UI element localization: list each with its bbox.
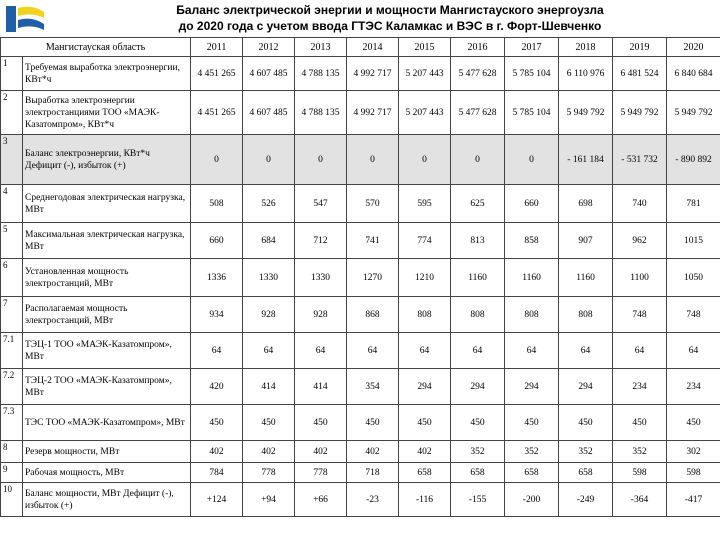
cell-value: 1100 bbox=[613, 259, 667, 297]
cell-value: 4 451 265 bbox=[191, 91, 243, 135]
row-label: Располагаемая мощность электростанций, МВт bbox=[23, 297, 191, 333]
cell-value: 64 bbox=[399, 333, 451, 369]
cell-value: 808 bbox=[451, 297, 505, 333]
cell-value: 4 788 135 bbox=[295, 57, 347, 91]
cell-value: 741 bbox=[347, 223, 399, 259]
table-row bbox=[1, 483, 720, 517]
cell-value: 4 451 265 bbox=[191, 57, 243, 91]
row-label: Баланс мощности, МВт Дефицит (-), избыток (+) bbox=[23, 483, 191, 517]
cell-value: 4 992 717 bbox=[347, 57, 399, 91]
cell-value: 0 bbox=[295, 135, 347, 185]
cell-value: 808 bbox=[399, 297, 451, 333]
cell-value: 4 607 485 bbox=[243, 57, 295, 91]
cell-value: 934 bbox=[191, 297, 243, 333]
cell-value: 64 bbox=[295, 333, 347, 369]
page-title bbox=[110, 2, 670, 34]
cell-value: 450 bbox=[295, 405, 347, 441]
header-year: 2016 bbox=[451, 38, 505, 57]
cell-value: 712 bbox=[295, 223, 347, 259]
cell-value: 1330 bbox=[243, 259, 295, 297]
cell-value: 1330 bbox=[295, 259, 347, 297]
row-index: 7.1 bbox=[1, 333, 23, 369]
row-index: 1 bbox=[1, 57, 23, 91]
row-index: 2 bbox=[1, 91, 23, 135]
cell-value: 402 bbox=[191, 441, 243, 463]
cell-value: 928 bbox=[295, 297, 347, 333]
cell-value: -200 bbox=[505, 483, 559, 517]
row-label: Баланс электроэнергии, КВт*ч Дефицит (-), избыток (+) bbox=[23, 135, 191, 185]
cell-value: +66 bbox=[295, 483, 347, 517]
row-label: ТЭЦ-2 ТОО «МАЭК-Казатомпром», МВт bbox=[23, 369, 191, 405]
row-label: Рабочая мощность, МВт bbox=[23, 463, 191, 483]
cell-value: 778 bbox=[295, 463, 347, 483]
cell-value: 1210 bbox=[399, 259, 451, 297]
cell-value: 598 bbox=[613, 463, 667, 483]
cell-value: 234 bbox=[667, 369, 720, 405]
cell-value: 294 bbox=[451, 369, 505, 405]
row-label: Среднегодовая электрическая нагрузка, МВт bbox=[23, 185, 191, 223]
row-index: 3 bbox=[1, 135, 23, 185]
cell-value: 660 bbox=[191, 223, 243, 259]
header-region: Мангистауская область bbox=[1, 38, 191, 57]
cell-value: 352 bbox=[451, 441, 505, 463]
row-index: 10 bbox=[1, 483, 23, 517]
cell-value: 5 785 104 bbox=[505, 91, 559, 135]
row-label: Выработка электроэнергии электростанциями ТОО «МАЭК-Казатомпром», КВт*ч bbox=[23, 91, 191, 135]
cell-value: 64 bbox=[347, 333, 399, 369]
cell-value: 781 bbox=[667, 185, 720, 223]
cell-value: 0 bbox=[399, 135, 451, 185]
table-row bbox=[1, 297, 720, 333]
cell-value: 402 bbox=[243, 441, 295, 463]
cell-value: 684 bbox=[243, 223, 295, 259]
cell-value: 450 bbox=[243, 405, 295, 441]
cell-value: 6 840 684 bbox=[667, 57, 720, 91]
cell-value: 450 bbox=[505, 405, 559, 441]
cell-value: 595 bbox=[399, 185, 451, 223]
cell-value: 718 bbox=[347, 463, 399, 483]
cell-value: 402 bbox=[399, 441, 451, 463]
cell-value: 4 788 135 bbox=[295, 91, 347, 135]
cell-value: 547 bbox=[295, 185, 347, 223]
cell-value: 658 bbox=[559, 463, 613, 483]
cell-value: +94 bbox=[243, 483, 295, 517]
cell-value: 813 bbox=[451, 223, 505, 259]
cell-value: 5 785 104 bbox=[505, 57, 559, 91]
title-line-1: Баланс электрической энергии и мощности Мангистауского энергоузла bbox=[176, 3, 604, 17]
row-index: 7.3 bbox=[1, 405, 23, 441]
header-year: 2015 bbox=[399, 38, 451, 57]
cell-value: +124 bbox=[191, 483, 243, 517]
cell-value: 450 bbox=[399, 405, 451, 441]
cell-value: -23 bbox=[347, 483, 399, 517]
cell-value: 450 bbox=[347, 405, 399, 441]
cell-value: 5 477 628 bbox=[451, 91, 505, 135]
cell-value: 526 bbox=[243, 185, 295, 223]
header-year: 2013 bbox=[295, 38, 347, 57]
cell-value: 450 bbox=[559, 405, 613, 441]
cell-value: 748 bbox=[667, 297, 720, 333]
cell-value: 962 bbox=[613, 223, 667, 259]
cell-value: 450 bbox=[191, 405, 243, 441]
row-label: Требуемая выработка электроэнергии, КВт*ч bbox=[23, 57, 191, 91]
table-row bbox=[1, 57, 720, 91]
cell-value: 4 607 485 bbox=[243, 91, 295, 135]
header-year: 2014 bbox=[347, 38, 399, 57]
cell-value: - 890 892 bbox=[667, 135, 720, 185]
cell-value: 858 bbox=[505, 223, 559, 259]
cell-value: 0 bbox=[243, 135, 295, 185]
cell-value: 294 bbox=[505, 369, 559, 405]
cell-value: 402 bbox=[347, 441, 399, 463]
cell-value: 294 bbox=[399, 369, 451, 405]
cell-value: 352 bbox=[613, 441, 667, 463]
table-row bbox=[1, 405, 720, 441]
cell-value: 660 bbox=[505, 185, 559, 223]
cell-value: 658 bbox=[399, 463, 451, 483]
table-row bbox=[1, 333, 720, 369]
cell-value: 5 949 792 bbox=[667, 91, 720, 135]
cell-value: 625 bbox=[451, 185, 505, 223]
cell-value: 64 bbox=[451, 333, 505, 369]
header-year: 2018 bbox=[559, 38, 613, 57]
kazprom-logo-icon bbox=[2, 2, 48, 36]
cell-value: 414 bbox=[243, 369, 295, 405]
cell-value: -417 bbox=[667, 483, 720, 517]
table-row bbox=[1, 135, 720, 185]
table-header-row bbox=[1, 38, 720, 57]
row-label: Установленная мощность электростанций, МВт bbox=[23, 259, 191, 297]
cell-value: 698 bbox=[559, 185, 613, 223]
cell-value: 907 bbox=[559, 223, 613, 259]
cell-value: 0 bbox=[347, 135, 399, 185]
row-label: ТЭС ТОО «МАЭК-Казатомпром», МВт bbox=[23, 405, 191, 441]
cell-value: 354 bbox=[347, 369, 399, 405]
cell-value: 570 bbox=[347, 185, 399, 223]
cell-value: 64 bbox=[505, 333, 559, 369]
table-row bbox=[1, 441, 720, 463]
cell-value: 5 477 628 bbox=[451, 57, 505, 91]
cell-value: 658 bbox=[451, 463, 505, 483]
table-row bbox=[1, 259, 720, 297]
cell-value: 1160 bbox=[451, 259, 505, 297]
cell-value: 352 bbox=[559, 441, 613, 463]
cell-value: 658 bbox=[505, 463, 559, 483]
cell-value: -155 bbox=[451, 483, 505, 517]
cell-value: 774 bbox=[399, 223, 451, 259]
row-index: 4 bbox=[1, 185, 23, 223]
row-index: 7 bbox=[1, 297, 23, 333]
header-year: 2012 bbox=[243, 38, 295, 57]
cell-value: 450 bbox=[667, 405, 720, 441]
cell-value: 928 bbox=[243, 297, 295, 333]
cell-value: 64 bbox=[667, 333, 720, 369]
header-year: 2017 bbox=[505, 38, 559, 57]
cell-value: 778 bbox=[243, 463, 295, 483]
table-row bbox=[1, 185, 720, 223]
table-row bbox=[1, 91, 720, 135]
table-row bbox=[1, 463, 720, 483]
cell-value: 0 bbox=[505, 135, 559, 185]
cell-value: 748 bbox=[613, 297, 667, 333]
cell-value: 5 207 443 bbox=[399, 57, 451, 91]
cell-value: 6 110 976 bbox=[559, 57, 613, 91]
cell-value: 64 bbox=[613, 333, 667, 369]
row-label: Резерв мощности, МВт bbox=[23, 441, 191, 463]
cell-value: 1160 bbox=[559, 259, 613, 297]
table-row bbox=[1, 369, 720, 405]
cell-value: 5 949 792 bbox=[559, 91, 613, 135]
cell-value: 234 bbox=[613, 369, 667, 405]
cell-value: 64 bbox=[243, 333, 295, 369]
row-index: 8 bbox=[1, 441, 23, 463]
cell-value: 414 bbox=[295, 369, 347, 405]
cell-value: 0 bbox=[191, 135, 243, 185]
row-label: ТЭЦ-1 ТОО «МАЭК-Казатомпром», МВт bbox=[23, 333, 191, 369]
row-index: 5 bbox=[1, 223, 23, 259]
cell-value: 5 207 443 bbox=[399, 91, 451, 135]
cell-value: 302 bbox=[667, 441, 720, 463]
cell-value: 740 bbox=[613, 185, 667, 223]
header-year: 2019 bbox=[613, 38, 667, 57]
row-index: 6 bbox=[1, 259, 23, 297]
cell-value: 598 bbox=[667, 463, 720, 483]
company-logo bbox=[2, 2, 48, 36]
cell-value: 4 992 717 bbox=[347, 91, 399, 135]
table-row bbox=[1, 223, 720, 259]
balance-table bbox=[0, 37, 720, 517]
cell-value: 1270 bbox=[347, 259, 399, 297]
cell-value: 352 bbox=[505, 441, 559, 463]
cell-value: - 161 184 bbox=[559, 135, 613, 185]
cell-value: - 531 732 bbox=[613, 135, 667, 185]
cell-value: 1336 bbox=[191, 259, 243, 297]
row-index: 9 bbox=[1, 463, 23, 483]
cell-value: 868 bbox=[347, 297, 399, 333]
cell-value: -116 bbox=[399, 483, 451, 517]
cell-value: -364 bbox=[613, 483, 667, 517]
cell-value: 402 bbox=[295, 441, 347, 463]
title-line-2: до 2020 года с учетом ввода ГТЭС Каламкас и ВЭС в г. Форт-Шевченко bbox=[178, 19, 602, 33]
cell-value: 1160 bbox=[505, 259, 559, 297]
cell-value: 808 bbox=[505, 297, 559, 333]
cell-value: 294 bbox=[559, 369, 613, 405]
cell-value: 508 bbox=[191, 185, 243, 223]
cell-value: 64 bbox=[191, 333, 243, 369]
cell-value: 5 949 792 bbox=[613, 91, 667, 135]
cell-value: 1050 bbox=[667, 259, 720, 297]
cell-value: 1015 bbox=[667, 223, 720, 259]
cell-value: 420 bbox=[191, 369, 243, 405]
cell-value: 0 bbox=[451, 135, 505, 185]
cell-value: -249 bbox=[559, 483, 613, 517]
cell-value: 6 481 524 bbox=[613, 57, 667, 91]
cell-value: 450 bbox=[613, 405, 667, 441]
cell-value: 64 bbox=[559, 333, 613, 369]
cell-value: 784 bbox=[191, 463, 243, 483]
header-year: 2011 bbox=[191, 38, 243, 57]
header-year: 2020 bbox=[667, 38, 720, 57]
cell-value: 450 bbox=[451, 405, 505, 441]
row-label: Максимальная электрическая нагрузка, МВт bbox=[23, 223, 191, 259]
cell-value: 808 bbox=[559, 297, 613, 333]
row-index: 7.2 bbox=[1, 369, 23, 405]
